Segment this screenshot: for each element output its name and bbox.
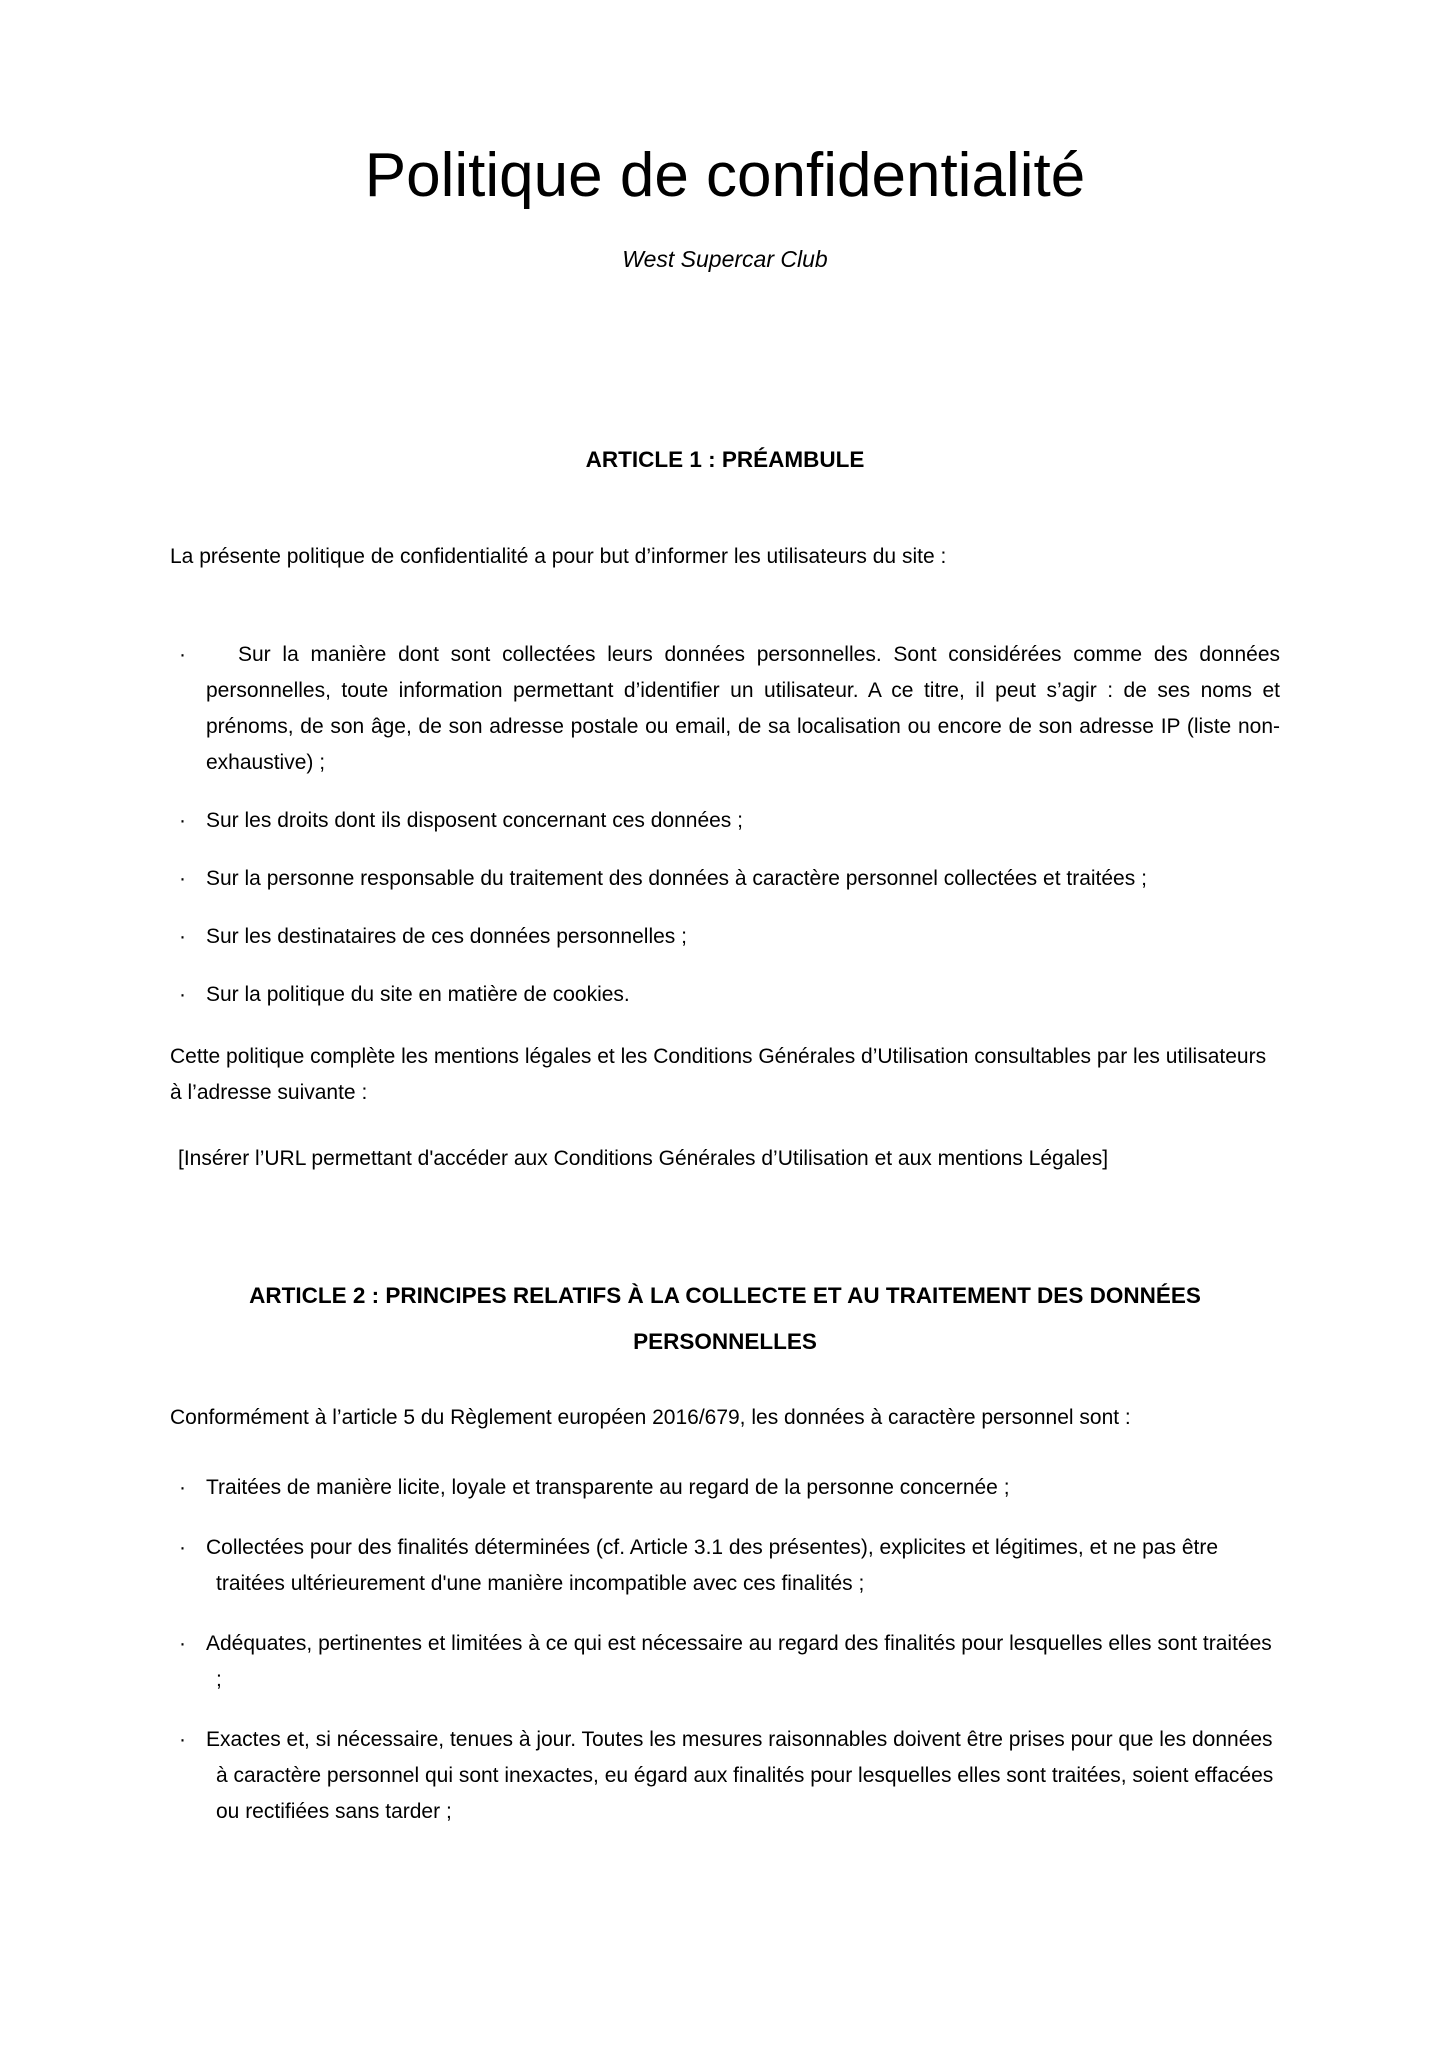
list-item [170, 1626, 1280, 1698]
bullet-marker: · [179, 983, 186, 1007]
page-title: Politique de confidentialité [364, 141, 1086, 210]
list-item-text: Traitées de manière licite, loyale et transparente au regard de la personne concernée ; [206, 1476, 1010, 1500]
list-item [170, 803, 1280, 839]
list-item [170, 1722, 1280, 1830]
article1-intro-paragraph: La présente politique de confidentialité a pour but d’informer les utilisateurs du site : [170, 545, 947, 569]
list-item [170, 919, 1280, 955]
bullet-marker: · [179, 867, 186, 891]
list-item-text: Adéquates, pertinentes et limitées à ce qui est nécessaire au regard des finalités pour lesquelles elles sont traitées ; [206, 1632, 1272, 1692]
url-placeholder-text: [Insérer l’URL permettant d'accéder aux Conditions Générales d’Utilisation et aux mentions Légales] [178, 1147, 1109, 1171]
article1-bullet-list [170, 637, 1280, 1013]
bullet-marker: · [179, 1632, 186, 1656]
list-item-text: Sur la manière dont sont collectées leurs données personnelles. Sont considérées comme des données personnelles, toute information permettant d’identifier un utilisateur. A ce titre, il peut s’agir : de ses noms et prénoms, de son âge, de son adresse postale ou email, de sa localisation ou encore de son adresse IP (liste non-exhaustive) ; [206, 643, 1280, 775]
list-item [170, 977, 1280, 1013]
article1-heading: ARTICLE 1 : PRÉAMBULE [585, 447, 865, 473]
bullet-marker: · [179, 643, 186, 667]
list-item [170, 1470, 1280, 1506]
bullet-marker: · [179, 1536, 186, 1560]
list-item-text: Sur les destinataires de ces données personnelles ; [206, 925, 687, 949]
bullet-marker: · [179, 1476, 186, 1500]
list-item-text: Collectées pour des finalités déterminées (cf. Article 3.1 des présentes), explicites et légitimes, et ne pas être traitées ultérieurement d'une manière incompatible avec ces finalités ; [206, 1536, 1218, 1596]
bullet-marker: · [179, 925, 186, 949]
list-item-text: Sur la personne responsable du traitement des données à caractère personnel collectées et traitées ; [206, 867, 1147, 891]
article1-closing-paragraph: Cette politique complète les mentions légales et les Conditions Générales d’Utilisation consultables par les utilisateurs à l’adresse suivante : [170, 1045, 1267, 1105]
list-item-text: Sur la politique du site en matière de cookies. [206, 983, 630, 1007]
list-item-text: Exactes et, si nécessaire, tenues à jour. Toutes les mesures raisonnables doivent être prises pour que les données à caractère personnel qui sont inexactes, eu égard aux finalités pour lesquelles elles sont traitées, soient effacées ou rectifiées sans tarder ; [206, 1728, 1274, 1824]
list-item [170, 861, 1280, 897]
document-subtitle: West Supercar Club [622, 246, 828, 273]
list-item [170, 637, 1280, 781]
bullet-marker: · [179, 1728, 186, 1752]
bullet-marker: · [179, 809, 186, 833]
article2-bullet-list [170, 1470, 1280, 1830]
article2-heading: ARTICLE 2 : PRINCIPES RELATIFS À LA COLLECTE ET AU TRAITEMENT DES DONNÉES PERSONNELLES [249, 1283, 1201, 1355]
article2-intro-paragraph: Conformément à l’article 5 du Règlement européen 2016/679, les données à caractère personnel sont : [170, 1406, 1131, 1430]
list-item [170, 1530, 1280, 1602]
list-item-text: Sur les droits dont ils disposent concernant ces données ; [206, 809, 743, 833]
